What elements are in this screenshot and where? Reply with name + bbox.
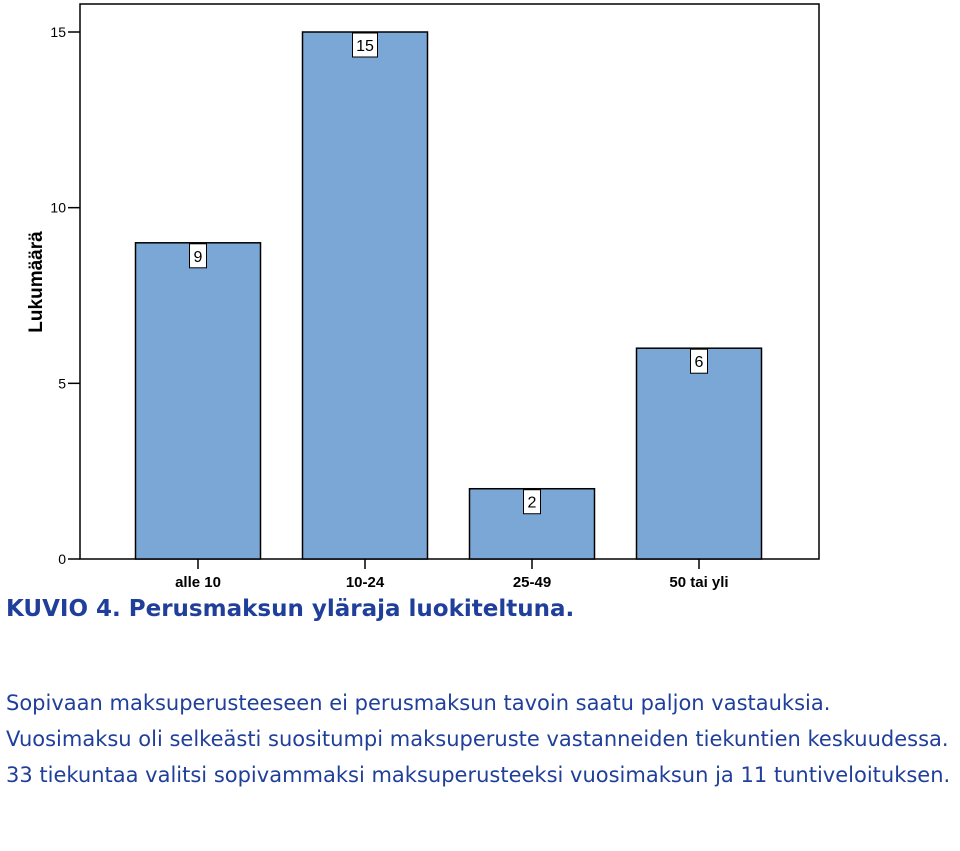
x-axis [175, 559, 729, 591]
y-axis-label: Lukumäärä [26, 231, 47, 333]
y-axis [50, 24, 80, 567]
body-paragraph [6, 685, 956, 793]
x-tick-label: 10-24 [345, 574, 385, 591]
bar-3 [637, 348, 762, 559]
value-label: 2 [527, 494, 537, 512]
paragraph-text: Sopivaan maksuperusteeseen ei perusmaksun tavoin saatu paljon vastauksia. Vuosimaksu oli selkeästi suositumpi maksuperuste vastanneiden tiekuntien keskuudessa. 33 tiekuntaa valitsi sopivammaksi maksuperusteeksi vuosimaksun ja 11 tuntiveloituksen. [6, 691, 951, 787]
x-tick-label: 25-49 [512, 574, 552, 591]
value-label: 9 [193, 248, 203, 266]
x-tick-label: 50 tai yli [669, 574, 729, 591]
x-tick-label: alle 10 [175, 574, 221, 591]
figure-caption: KUVIO 4. Perusmaksun yläraja luokiteltuna. [6, 596, 575, 622]
bar-1 [303, 32, 428, 559]
bar-0 [136, 243, 261, 559]
y-tick-label: 0 [58, 551, 66, 567]
y-tick-label: 5 [58, 375, 66, 392]
value-label: 6 [694, 354, 704, 372]
y-tick-label: 15 [50, 24, 66, 40]
value-label: 15 [356, 38, 374, 55]
bars [136, 32, 762, 559]
y-tick-label: 10 [50, 199, 66, 216]
